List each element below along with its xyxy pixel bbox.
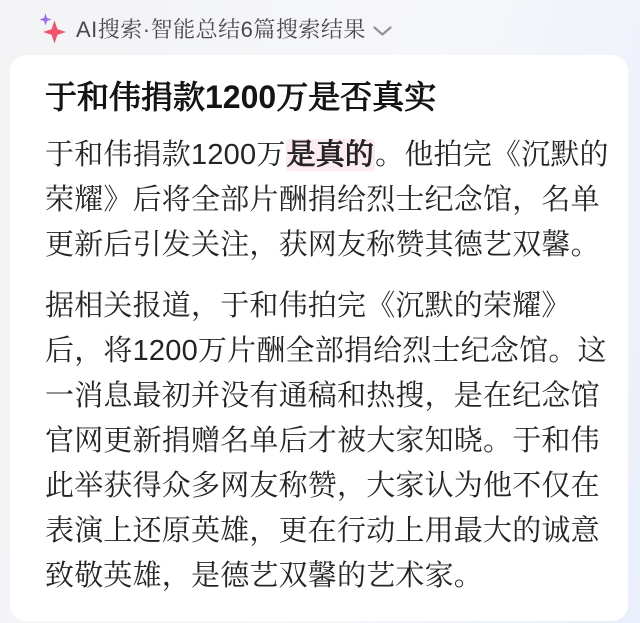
ai-summary-card: [10, 55, 628, 621]
summary-title: 于和伟捐款1200万是否真实: [45, 79, 437, 115]
chevron-down-icon[interactable]: [373, 26, 392, 37]
paragraph-1-rest: 。他拍完《沉默的荣耀》后将全部片酬捐给烈士纪念馆，名单更新后引发关注，获网友称赞其德艺双馨。: [45, 139, 609, 261]
sparkle-icon: [38, 12, 66, 45]
paragraph-1-lead: 于和伟捐款1200万: [45, 139, 286, 171]
summary-paragraph-2: 据相关报道，于和伟拍完《沉默的荣耀》后，将1200万片酬全部捐给烈士纪念馆。这一消息最初并没有通稿和热搜，是在纪念馆官网更新捐赠名单后才被大家知晓。于和伟此举获得众多网友称赞，大家认为他不仅在表演上还原英雄，更在行动上用最大的诚意致敬英雄，是德艺双馨的艺术家。: [45, 290, 607, 592]
summary-paragraph-1: [45, 133, 610, 268]
paragraph-1-highlight: 是真的: [286, 139, 375, 171]
ai-summary-header[interactable]: [0, 0, 640, 55]
ai-summary-label: AI搜索·智能总结6篇搜索结果: [76, 17, 366, 42]
